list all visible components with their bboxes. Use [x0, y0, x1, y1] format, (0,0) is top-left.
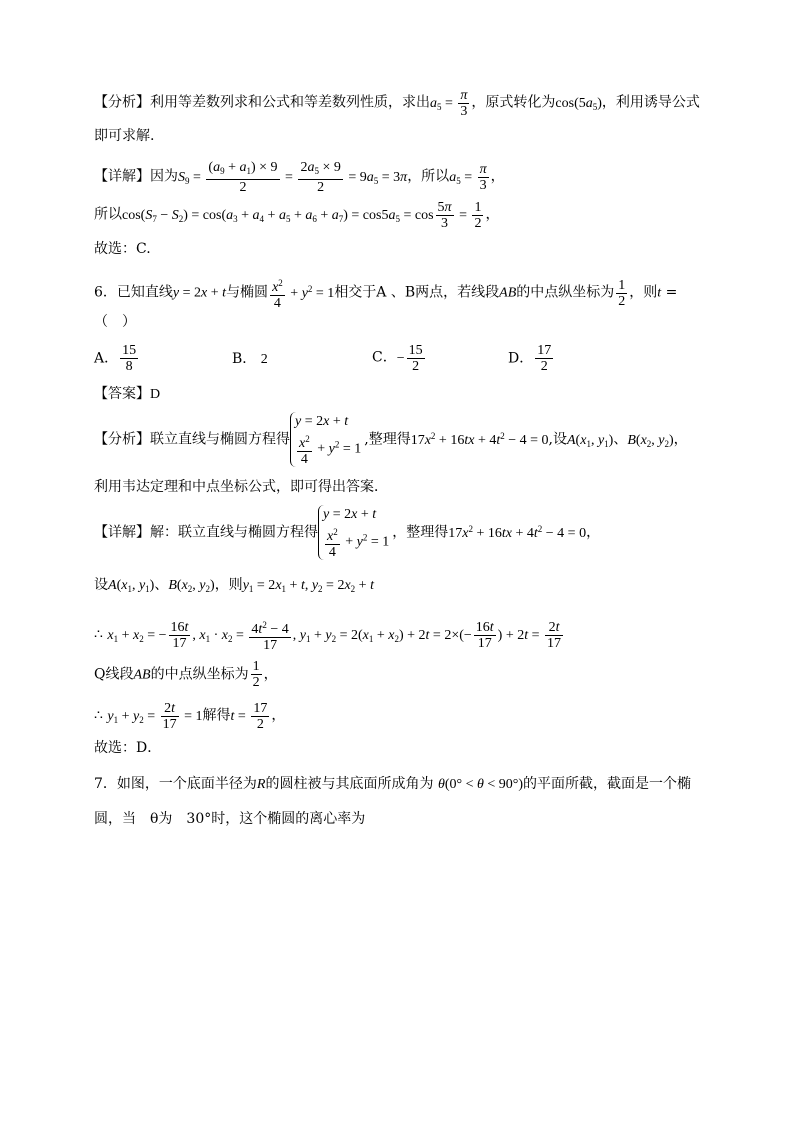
q6-detail-line-1: 【详解】解：联立直线与椭圆方程得 y = 2x + t $\frac{x^2}{4}$ + $y^2 = 1$ ，整理得$17x^2 + 16tx + 4t^2 - 4 = 0$，	[94, 507, 601, 560]
question-6-stem: 6．已知直线y = 2x + t与椭圆 $\frac{x^2}{4}$ + $y^2 = 1$相交于A 、B两点，若线段AB的中点纵坐标为 $\frac{1}{2}$ ，则t =	[94, 278, 678, 311]
choice-d: 故选：D．	[94, 740, 162, 756]
option-a[interactable]: A． $\frac{15}{8}$	[94, 343, 137, 374]
q6-set-line: 设$A(x_1$, $y_1$)、$B(x_2$, $y_2$)，则$y_1 = 2x_1 + t$, $y_2 = 2x_2 + t$	[94, 577, 374, 594]
detail-line-2: 所以$\cos(S_7 - S_2) = \cos(a_3 + a_4 + a_5 + a_6 + a_7) = \cos 5a_5 = \cos$ $\frac{5\pi}{3}$ = $\frac{1}{2}$ ，	[94, 200, 500, 231]
option-d[interactable]: D． $\frac{17}{2}$	[508, 343, 552, 374]
detail-label: 【详解】	[94, 168, 150, 185]
analysis-line-1: 【分析】利用等差数列求和公式和等差数列性质，求出$a_5$ = $\frac{\pi}{3}$ ，原式转化为$\cos(5a_5)$，利用诱导公式	[94, 88, 700, 119]
equation-system: y = 2x + t $\frac{x^2}{4}$ + $y^2 = 1$	[290, 412, 361, 467]
q6-vieta-line: ∴ $x_1 + x_2$ = − $\frac{16t}{17}$ , $x_1 \cdot x_2$ = $\frac{4t^2 - 4}{17}$ , $y_1 + y_2 = 2(x_1 + x_2) + 2t = 2\times(-$ $\frac{16t}{17}$ ) + 2t = $\frac{2t}{17}$	[94, 620, 562, 653]
question-7-line-2: 圆，当 θ为 30°时，这个椭圆的离心率为	[94, 811, 366, 827]
detail-line-1: 【详解】因为$S_9$ = $\frac{(a_9 + a_1) \times 9}{2}$ = $\frac{2a_5 \times 9}{2}$ = $9a_5 = 3\pi$，所以$a_5$ = $\frac{\pi}{3}$ ，	[94, 160, 505, 195]
analysis-text: 利用等差数列求和公式和等差数列性质，求出	[150, 94, 430, 111]
option-c[interactable]: C．− $\frac{15}{2}$	[372, 343, 423, 374]
q6-solve-line: ∴ $y_1 + y_2$ = $\frac{2t}{17}$ = 1解得t = $\frac{17}{2}$ ，	[94, 701, 286, 732]
question-7-line-1: 7．如图，一个底面半径为R的圆柱被与其底面所成角为 θ(0° < θ < 90°)的平面所截，截面是一个椭	[94, 776, 692, 792]
q6-because-line: Q线段AB的中点纵坐标为 $\frac{1}{2}$ ，	[94, 659, 278, 690]
answer-label: 【答案】	[94, 386, 150, 402]
analysis-label: 【分析】	[94, 94, 150, 111]
choice-c: 故选：C.	[94, 241, 151, 257]
question-6-paren: （ ）	[94, 314, 136, 330]
option-b[interactable]: B． 2	[232, 351, 268, 367]
answer-line: 【答案】D	[94, 386, 161, 402]
q6-analysis-line-2: 利用韦达定理和中点坐标公式，即可得出答案．	[94, 479, 388, 495]
q6-analysis-line-1: 【分析】联立直线与椭圆方程得 y = 2x + t $\frac{x^2}{4}$ + $y^2 = 1$ ,整理得$17x^2 + 16tx + 4t^2 - 4 = 0$,设$A(x_1$, $y_1$)、$B(x_2$, $y_2$)，	[94, 414, 688, 467]
analysis-line-2: 即可求解.	[94, 128, 155, 144]
